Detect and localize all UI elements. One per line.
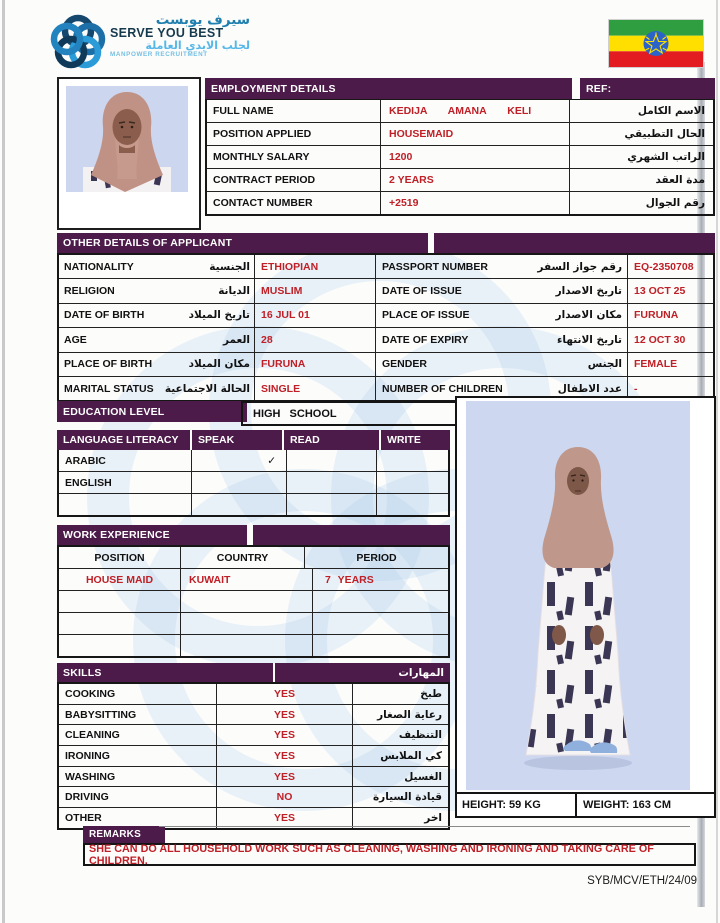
table-row: [59, 787, 448, 808]
table-row: [59, 450, 448, 472]
weight-value: WEIGHT: 163 CM: [583, 799, 672, 811]
field-arabic-label: الجنس: [587, 358, 622, 371]
work-experience-header: [57, 525, 450, 545]
employment-details-table: [205, 78, 715, 216]
field-arabic-label: رقم الجوال: [645, 197, 705, 209]
field-label: MONTHLY SALARY: [207, 146, 381, 168]
field-arabic-label: الحال التطبيقي: [624, 128, 705, 140]
logo-arabic-tagline: لجلب الايدي العاملة: [145, 39, 250, 53]
speak-cell: [192, 472, 287, 493]
skill-label: CLEANING: [59, 725, 217, 745]
skill-arabic-label: رعاية الصغار: [377, 708, 442, 721]
table-row: [207, 169, 713, 192]
table-row: [59, 613, 448, 635]
table-row: [207, 192, 713, 214]
field-value: 13 OCT 25: [634, 285, 686, 298]
field-label: NUMBER OF CHILDREN: [382, 382, 503, 395]
skill-label: BABYSITTING: [59, 705, 217, 725]
field-value: 1200: [381, 146, 570, 168]
scan-edge-left: [2, 0, 5, 923]
field-label: DATE OF BIRTH: [64, 309, 145, 322]
table-row: [59, 255, 713, 279]
table-row: [59, 725, 448, 746]
table-row: [59, 328, 713, 352]
table-row: [59, 705, 448, 726]
logo-tagline: MANPOWER RECRUITMENT: [110, 50, 208, 58]
position-value: [59, 635, 181, 656]
field-value: FEMALE: [634, 358, 678, 371]
photo-background: [466, 401, 690, 790]
company-logo-text: [110, 13, 250, 58]
table-row: [59, 279, 713, 303]
employment-details-title: EMPLOYMENT DETAILS: [205, 78, 572, 99]
work-experience-title: WORK EXPERIENCE: [63, 529, 170, 541]
skill-value: YES: [217, 684, 353, 704]
remarks-header-strip: [159, 826, 690, 844]
field-value: SINGLE: [255, 377, 376, 400]
read-cell: [287, 472, 377, 493]
field-label: NATIONALITY: [64, 260, 134, 273]
skill-value: YES: [217, 705, 353, 725]
skill-arabic-label: قيادة السيارة: [372, 791, 442, 804]
period-value: 7 YEARS: [325, 573, 374, 586]
column-header: COUNTRY: [181, 547, 305, 568]
height-value: HEIGHT: 59 KG: [457, 794, 577, 816]
skills-title: SKILLS: [63, 666, 102, 679]
company-logo-icon: [50, 14, 106, 70]
field-value: HOUSEMAID: [381, 123, 570, 145]
speak-cell: [192, 494, 287, 515]
table-row: [59, 304, 713, 328]
field-label: DATE OF ISSUE: [382, 285, 462, 298]
language-literacy-body: [57, 450, 450, 517]
field-arabic-label: تاريخ الاصدار: [555, 285, 622, 298]
read-cell: [287, 450, 377, 471]
field-value: 16 JUL 01: [255, 304, 376, 327]
logo-name: SERVE YOU BEST: [110, 26, 224, 41]
remarks-text: SHE CAN DO ALL HOUSEHOLD WORK SUCH AS CLEANING, WASHING AND IRONING AND TAKING CARE OF CHILDREN.: [83, 843, 696, 866]
column-header-row: [59, 547, 448, 569]
field-arabic-label: الجنسية: [209, 260, 250, 273]
language-name: ENGLISH: [59, 472, 192, 493]
skill-label: OTHER: [59, 808, 217, 828]
position-value: HOUSE MAID: [59, 569, 181, 590]
column-header: LANGUAGE LITERACY: [57, 430, 190, 450]
employment-details-header: [205, 78, 715, 99]
table-row: [59, 472, 448, 494]
field-arabic-label: رقم جواز السفر: [537, 260, 622, 273]
skill-label: DRIVING: [59, 787, 217, 807]
field-arabic-label: مدة العقد: [655, 174, 705, 186]
country-value: [181, 635, 313, 656]
field-value: 28: [255, 328, 376, 351]
table-row: [59, 808, 448, 828]
field-arabic-label: مكان الميلاد: [188, 358, 250, 371]
applicant-fullbody-photo: [455, 396, 716, 818]
field-value: FURUNA: [255, 353, 376, 376]
skill-value: NO: [217, 787, 353, 807]
field-label: FULL NAME: [207, 100, 381, 122]
field-label: PASSPORT NUMBER: [382, 260, 488, 273]
field-arabic-label: مكان الاصدار: [555, 309, 622, 322]
skill-value: YES: [217, 746, 353, 766]
other-details-header: [57, 233, 715, 253]
header-gap: [247, 525, 253, 545]
skills-table: [57, 663, 450, 830]
table-row: [207, 100, 713, 123]
field-value: 2 YEARS: [381, 169, 570, 191]
field-arabic-label: تاريخ الانتهاء: [557, 333, 622, 346]
table-row: [59, 767, 448, 788]
table-row: [207, 123, 713, 146]
field-value: -: [634, 382, 638, 395]
skill-arabic-label: طبخ: [420, 687, 442, 700]
education-level-title: EDUCATION LEVEL: [57, 401, 247, 422]
field-value: FURUNA: [634, 309, 679, 322]
skill-arabic-label: الغسيل: [404, 770, 442, 783]
table-row: [59, 746, 448, 767]
logo-arabic-name: سيرف يوبست: [155, 12, 250, 28]
field-value: +2519: [381, 192, 570, 214]
skill-label: WASHING: [59, 767, 217, 787]
field-value: MUSLIM: [255, 279, 376, 302]
field-label: PLACE OF BIRTH: [64, 358, 153, 371]
field-value: KEDIJA AMANA KELI: [381, 100, 570, 122]
table-row: [59, 635, 448, 656]
skills-arabic-title: المهارات: [398, 666, 444, 679]
work-experience-body: [57, 545, 450, 658]
employment-details-body: [205, 99, 715, 216]
position-value: [59, 591, 181, 612]
ref-label: REF:: [580, 78, 715, 99]
read-cell: [287, 494, 377, 515]
field-label: RELIGION: [64, 285, 115, 298]
table-row: [207, 146, 713, 169]
table-row: [59, 591, 448, 613]
table-row: [59, 353, 713, 377]
field-label: MARITAL STATUS: [64, 382, 154, 395]
field-label: PLACE OF ISSUE: [382, 309, 470, 322]
skill-arabic-label: اخر: [424, 811, 442, 824]
ethiopia-flag-icon: [608, 19, 704, 68]
field-label: DATE OF EXPIRY: [382, 333, 469, 346]
table-row: [59, 494, 448, 515]
language-literacy-header: [57, 430, 450, 450]
document-reference-code: SYB/MCV/ETH/24/09: [587, 875, 697, 887]
other-details-title: OTHER DETAILS OF APPLICANT: [63, 237, 233, 249]
field-value: ETHIOPIAN: [255, 255, 376, 278]
column-header: WRITE: [381, 430, 450, 450]
applicant-headshot-photo: [57, 77, 201, 230]
height-weight-row: [457, 792, 714, 816]
field-value: 12 OCT 30: [634, 333, 686, 346]
skill-arabic-label: التنظيف: [398, 729, 442, 742]
language-literacy-table: [57, 430, 450, 517]
field-arabic-label: تاريخ الميلاد: [188, 309, 250, 322]
column-header: PERIOD: [356, 551, 397, 564]
field-label: POSITION APPLIED: [207, 123, 381, 145]
table-row: [59, 569, 448, 591]
column-header: POSITION: [59, 547, 181, 568]
other-details-table: [57, 233, 715, 402]
speak-checkmark: ✓: [192, 450, 287, 471]
scan-edge-right-outer: [716, 0, 718, 923]
table-row: [59, 684, 448, 705]
skill-value: YES: [217, 767, 353, 787]
country-value: [181, 591, 313, 612]
position-value: [59, 613, 181, 634]
header-gap: [572, 78, 580, 99]
remarks-title: REMARKS: [83, 826, 165, 843]
country-value: [181, 613, 313, 634]
field-arabic-label: الراتب الشهري: [627, 151, 705, 163]
field-label: CONTRACT PERIOD: [207, 169, 381, 191]
other-details-body: [57, 253, 715, 402]
field-arabic-label: الاسم الكامل: [637, 105, 705, 117]
header-gap: [428, 233, 434, 253]
education-level-value: HIGH SCHOOL: [241, 401, 462, 426]
skill-arabic-label: كي الملابس: [380, 749, 442, 762]
column-header: SPEAK: [192, 430, 282, 450]
column-header: READ: [284, 430, 379, 450]
language-name: [59, 494, 192, 515]
field-label: AGE: [64, 333, 87, 346]
skill-label: IRONING: [59, 746, 217, 766]
language-name: ARABIC: [59, 450, 192, 471]
country-value: KUWAIT: [181, 569, 313, 590]
skills-body: [57, 682, 450, 830]
skill-label: COOKING: [59, 684, 217, 704]
field-label: CONTACT NUMBER: [207, 192, 381, 214]
field-arabic-label: الديانة: [218, 285, 250, 298]
field-arabic-label: العمر: [222, 333, 250, 346]
field-label: GENDER: [382, 358, 427, 371]
skills-header: [57, 663, 450, 682]
header-gap: [273, 663, 275, 682]
work-experience-table: [57, 525, 450, 658]
field-arabic-label: عدد الاطفال: [557, 382, 622, 395]
skill-value: YES: [217, 725, 353, 745]
skill-value: YES: [217, 808, 353, 828]
field-arabic-label: الحالة الاجتماعية: [164, 382, 250, 395]
field-value: EQ-2350708: [634, 260, 694, 273]
